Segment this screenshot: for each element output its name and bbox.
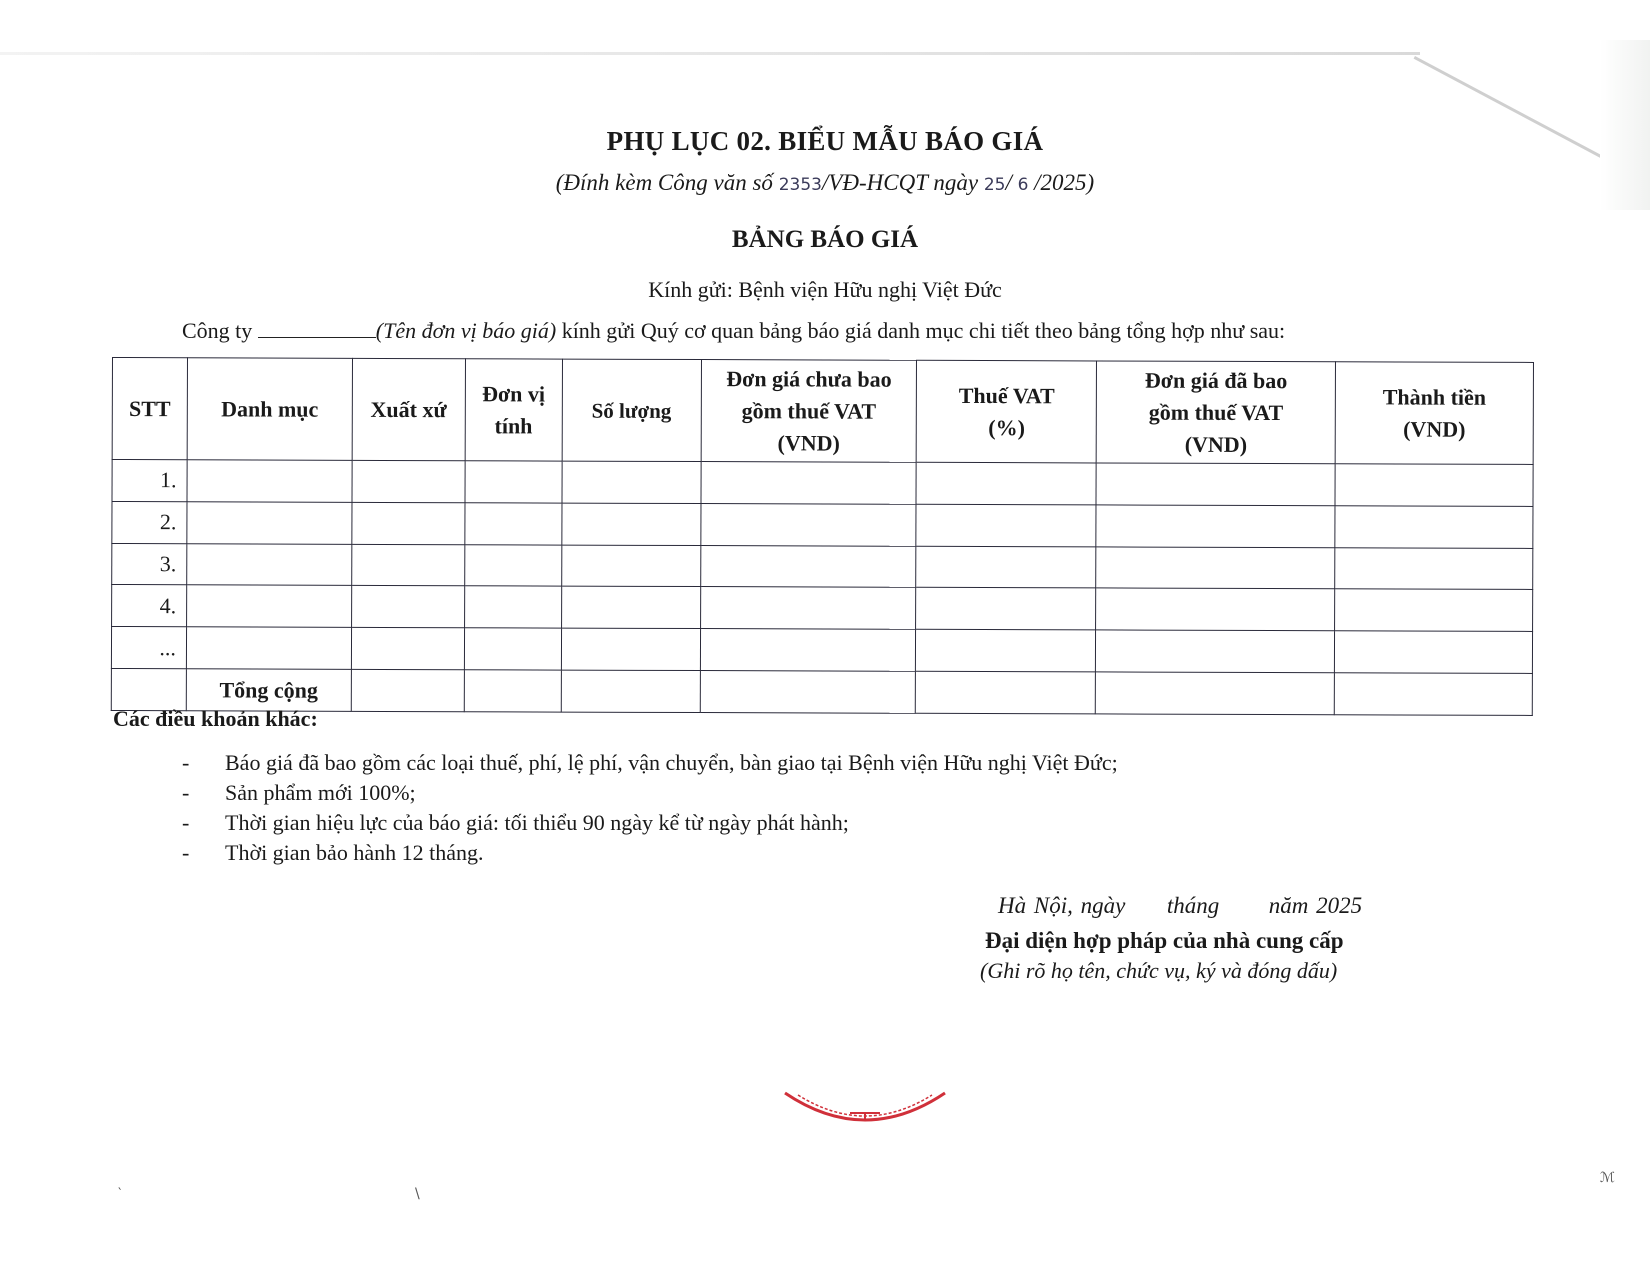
date-month: tháng [1166,893,1220,918]
signature-date-line [998,893,1362,919]
list-item [182,838,1118,868]
table-cell [464,628,561,670]
table-cell [916,462,1096,504]
row-number: 2. [112,501,187,543]
header-stt: STT [112,358,187,460]
table-cell [562,503,701,545]
quote-title: BẢNG BÁO GIÁ [731,226,919,253]
table-cell [1096,505,1335,548]
terms-list [182,748,1118,868]
list-item [182,778,1118,808]
company-name-blank [258,319,376,338]
recipient-line: Kính gửi: Bệnh viện Hữu nghị Việt Đức [648,277,1002,302]
table-cell [464,670,561,712]
list-dash: - [182,780,190,805]
intro-line [182,318,1285,344]
table-cell [561,545,700,587]
table-cell [1334,631,1532,674]
header-line: (VND) [1403,416,1466,442]
header-line: (%) [988,414,1025,440]
term-text: Thời gian hiệu lực của báo giá: tối thiểu 90 ngày kể từ ngày phát hành; [225,810,849,835]
table-row [112,501,1533,548]
table-cell [465,461,562,503]
header-line: Đơn giá chưa bao [726,365,892,392]
table-header-row [112,358,1533,465]
header-line: gồm thuế VAT [741,397,877,424]
row-number: 1. [112,460,187,502]
table-cell [700,671,916,714]
table-cell [700,545,916,588]
signature-role: Đại diện hợp pháp của nhà cung cấp [985,928,1344,953]
header-line: Đơn vị [482,380,546,407]
header-xuat-xu: Xuất xứ [352,358,465,460]
red-seal-stamp [780,1085,950,1135]
list-item [182,808,1118,838]
intro-placeholder: (Tên đơn vị báo giá) [375,318,557,343]
row-number: 3. [112,543,187,585]
list-dash: - [182,810,190,835]
header-thanh-tien [1335,362,1533,465]
header-danh-muc: Danh mục [187,358,352,461]
header-line: Đơn giá đã bao [1144,367,1288,393]
term-text: Báo giá đã bao gồm các loại thuế, phí, lệ phí, vận chuyển, bàn giao tại Bệnh viện Hữu nghị Việt Đức; [225,750,1118,775]
table-cell [186,627,351,669]
table-cell [187,585,352,627]
list-dash: - [182,840,190,865]
table-cell [351,669,464,711]
term-text: Sản phẩm mới 100%; [225,780,416,805]
header-thue-vat [917,360,1097,463]
table-cell [1096,630,1335,673]
table-row [112,585,1533,632]
quote-table [111,357,1534,716]
list-dash: - [182,750,190,775]
terms-heading: Các điều khoản khác: [113,706,318,731]
table-cell [187,543,352,585]
row-number: 4. [112,585,187,627]
header-line: tính [494,412,533,438]
table-cell [916,630,1096,672]
subtitle-prefix: (Đính kèm Công văn số [555,170,779,195]
header-line: gồm thuế VAT [1148,399,1284,425]
header-don-vi-tinh [465,359,562,461]
table-cell [1096,463,1335,506]
table-cell [351,586,464,628]
header-so-luong: Số lượng [562,359,701,461]
table-cell [561,628,700,670]
intro-suffix: kính gửi Quý cơ quan bảng báo giá danh mục chi tiết theo bảng tổng hợp như sau: [556,318,1286,343]
subtitle-suffix: /2025) [1028,170,1095,195]
handwritten-month: 6 [1017,175,1029,195]
header-don-gia-da-vat [1096,361,1335,464]
initials-mark: ℳ [1600,1170,1615,1186]
table-cell [351,628,464,670]
document-subtitle [0,170,1650,196]
table-cell [464,586,561,628]
table-cell [562,461,701,503]
term-text: Thời gian bảo hành 12 tháng. [225,840,484,865]
table-cell [111,669,186,711]
signature-note: (Ghi rõ họ tên, chức vụ, ký và đóng dấu) [980,958,1338,983]
list-item [182,748,1118,778]
table-cell [916,504,1096,546]
subtitle-mid: /VĐ-HCQT ngày [821,170,984,195]
handwritten-doc-number: 2353 [778,175,822,195]
table-cell [352,544,465,586]
date-year: năm 2025 [1268,893,1363,918]
table-cell [561,670,700,712]
table-cell [1335,506,1533,549]
table-cell [1335,547,1533,590]
table-cell [700,503,916,546]
scan-speck: \ [415,1186,420,1202]
table-cell [701,462,917,505]
table-cell [187,502,352,544]
table-cell [352,502,465,544]
handwritten-day: 25 [983,175,1006,195]
table-cell [465,503,562,545]
table-cell [464,544,561,586]
header-line: (VND) [777,429,840,456]
table-cell [1334,673,1532,716]
page-top-edge [0,52,1420,55]
table-cell [187,460,352,502]
document-title: PHỤ LỤC 02. BIỂU MẪU BÁO GIÁ [606,126,1044,156]
table-cell [700,587,916,630]
subtitle-sep: / [1005,170,1018,195]
header-line: Thuế VAT [958,382,1055,408]
table-cell [1335,464,1533,507]
table-cell [1096,672,1335,715]
table-cell [700,629,916,672]
scan-speck: ‵ [118,1186,122,1202]
table-cell [916,671,1096,713]
date-place: Hà Nội, ngày [998,893,1126,918]
header-line: (VND) [1184,431,1248,457]
table-cell [916,546,1096,588]
table-row [111,627,1532,674]
table-row [112,543,1533,590]
total-row [111,669,1532,716]
table-cell [1335,589,1533,632]
table-row [112,460,1533,507]
table-cell [352,460,465,502]
table-cell [916,588,1096,630]
table-cell [561,587,700,629]
header-line: Thành tiền [1382,383,1487,410]
table-cell [1096,547,1335,590]
table-cell [1096,588,1335,631]
total-label: Tổng cộng [186,669,351,711]
row-number: ... [111,627,186,669]
header-don-gia-chua-vat [701,360,917,463]
intro-prefix: Công ty [182,318,258,343]
